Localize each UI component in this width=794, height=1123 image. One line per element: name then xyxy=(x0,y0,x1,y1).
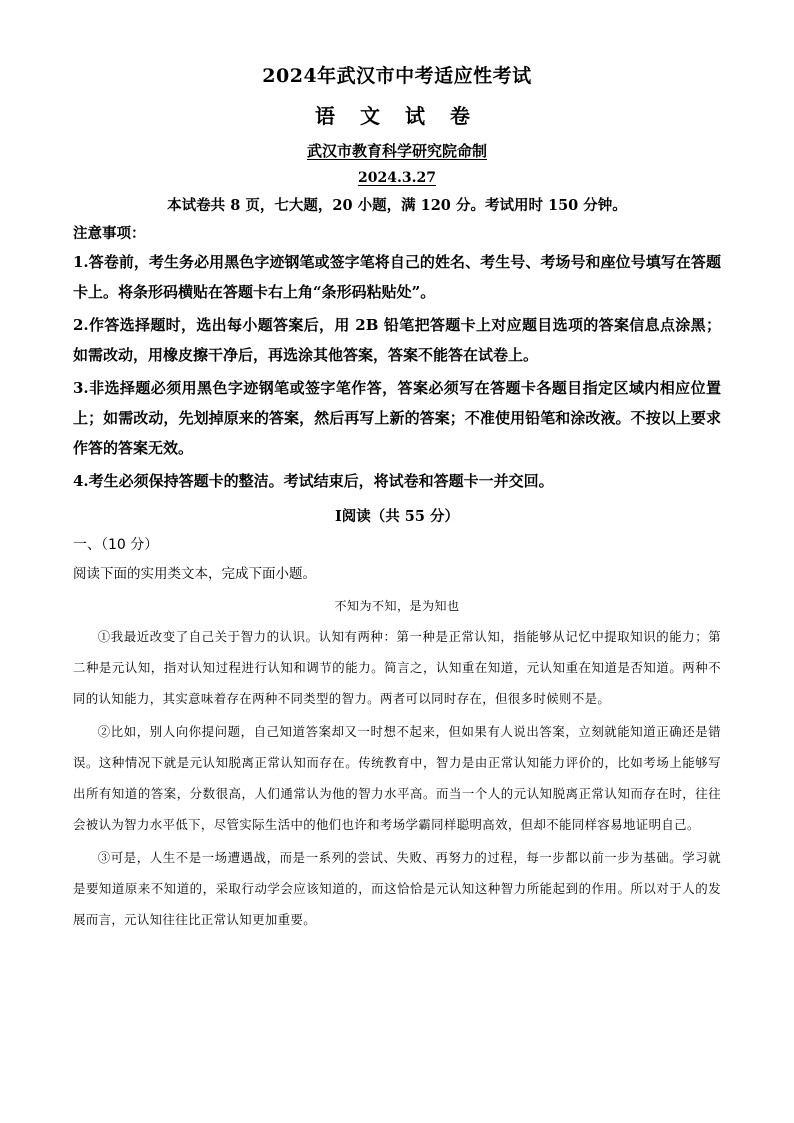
question-heading: 一、（10 分） xyxy=(73,537,159,553)
notice-item-4: 4.考生必须保持答题卡的整洁。考试结束后，将试卷和答题卡一并交回。 xyxy=(73,472,554,490)
exam-page xyxy=(73,62,721,935)
exam-title: 2024年武汉市中考适应性考试 xyxy=(262,65,532,87)
article-paragraph-2: ②比如，别人向你提问题，自己知道答案却又一时想不起来，但如果有人说出答案，立刻就能知道正确还是错误。这种情况下就是元认知脱离正常认知而存在。传统教育中，智力是由正常认知能力评价的，比如考场上能够写出所有知道的答案，分数很高，人们通常认为他的智力水平高。而当一个人的元认知脱离正常认知而存在时，往往会被认为智力水平低下，尽管实际生活中的他们也许和考场学霸同样聪明高效，但却不能同样容易地证明自己。 xyxy=(73,724,721,832)
exam-summary: 本试卷共 8 页，七大题，20 小题，满 120 分。考试用时 150 分钟。 xyxy=(167,197,627,214)
issuing-organization: 武汉市教育科学研究院命制 xyxy=(306,142,487,160)
notice-item-2: 2.作答选择题时，选出每小题答案后，用 2B 铅笔把答题卡上对应题目选项的答案信息点涂黑；如需改动，用橡皮擦干净后，再选涂其他答案，答案不能答在试卷上。 xyxy=(73,316,721,364)
section-heading: Ⅰ阅读（共 55 分） xyxy=(334,508,460,525)
article-paragraph-1: ①我最近改变了自己关于智力的认识。认知有两种：第一种是正常认知，指能够从记忆中提取知识的能力；第二种是元认知，指对认知过程进行认知和调节的能力。简言之，认知重在知道，元认知重在知道是否知道。两种不同的认知能力，其实意味着存在两种不同类型的智力。两者可以同时存在，但很多时候则不是。 xyxy=(73,629,721,706)
exam-subtitle: 语 文 试 卷 xyxy=(315,104,479,128)
notice-heading: 注意事项： xyxy=(73,225,146,242)
notice-item-3: 3.非选择题必须用黑色字迹钢笔或签字笔作答，答案必须写在答题卡各题目指定区域内相应位置上；如需改动，先划掉原来的答案，然后再写上新的答案；不准使用铅笔和涂改液。不按以上要求作答的答案无效。 xyxy=(73,379,721,457)
question-instruction: 阅读下面的实用类文本，完成下面小题。 xyxy=(73,566,316,582)
article-paragraph-3: ③可是，人生不是一场遭遇战，而是一系列的尝试、失败、再努力的过程，每一步都以前一步为基础。学习就是要知道原来不知道的，采取行动学会应该知道的，而这恰恰是元认知这种智力所能起到的作用。所以对于人的发展而言，元认知往往比正常认知更加重要。 xyxy=(73,850,721,927)
exam-date: 2024.3.27 xyxy=(358,170,436,186)
notice-item-1: 1.答卷前，考生务必用黑色字迹钢笔或签字笔将自己的姓名、考生号、考场号和座位号填写在答题卡上。将条形码横贴在答题卡右上角“条形码粘贴处”。 xyxy=(73,253,721,301)
article-title: 不知为不知，是为知也 xyxy=(334,599,460,613)
